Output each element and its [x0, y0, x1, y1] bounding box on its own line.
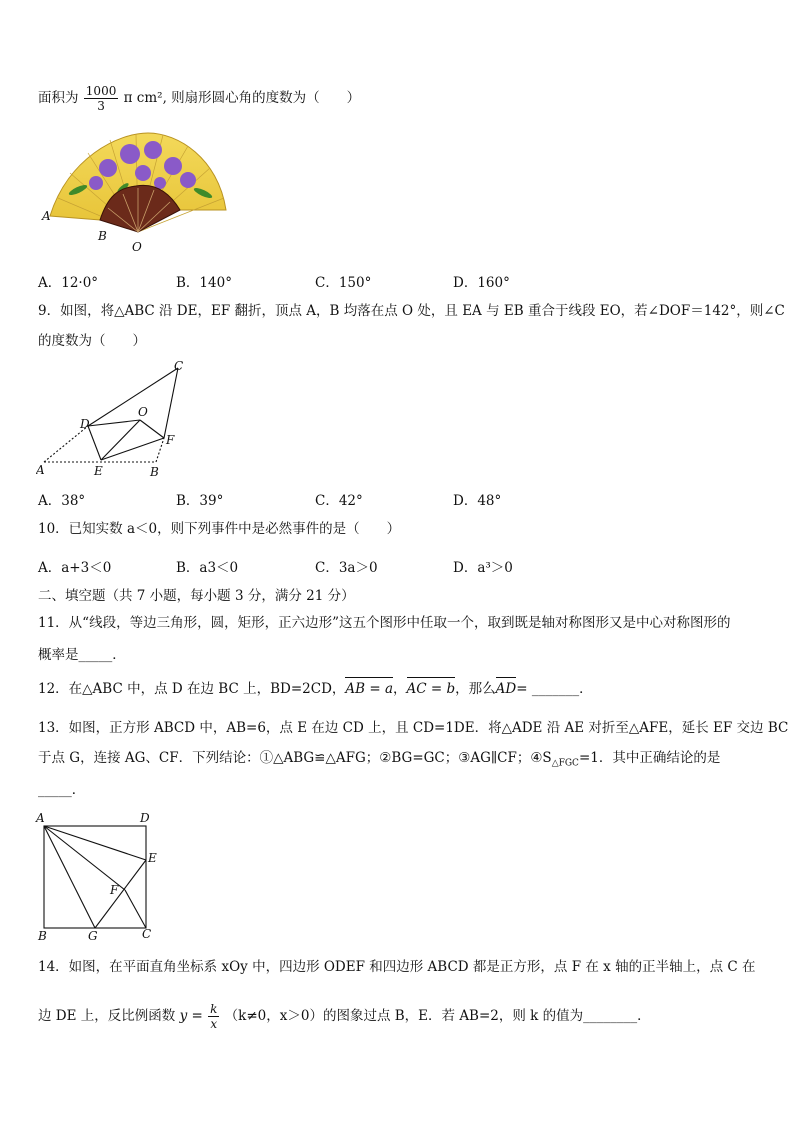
q10-option-d: D．a³＞0 — [453, 560, 513, 576]
q9-label-f: F — [166, 433, 175, 447]
q13-line2 — [38, 749, 720, 773]
q12-vector-ad: AD — [495, 681, 517, 697]
q9-label-e: E — [94, 464, 103, 478]
q9-option-b: B．39° — [176, 493, 224, 509]
q9-triangle-figure — [36, 356, 196, 480]
q12-text-b: ，那么 — [455, 681, 496, 697]
q13-line2-sub: △FGC — [551, 758, 579, 769]
q14-fraction — [208, 1002, 219, 1031]
q13-label-b: B — [38, 929, 47, 943]
q14-frac-num: k — [210, 1002, 218, 1016]
q14-line1: 14．如图，在平面直角坐标系 xOy 中，四边形 ODEF 和四边形 ABCD 都是正方形，点 F 在 x 轴的正半轴上，点 C 在 — [38, 959, 756, 975]
q14-func-y: y = — [179, 1008, 203, 1024]
q13-label-d: D — [140, 811, 150, 825]
q9-label-c: C — [174, 359, 184, 373]
q8-label-a: A — [42, 209, 51, 223]
q12-line — [38, 680, 593, 698]
q13-line2-text: 于点 G，连接 AG、CF．下列结论：①△ABG≌△AFG；②BG=GC；③AG∥CF；④S — [38, 750, 552, 766]
q13-line1: 13．如图，正方形 ABCD 中，AB=6，点 E 在边 CD 上，且 CD=1DE．将△ADE 沿 AE 对折至△AFE，延长 EF 交边 BC — [38, 720, 789, 736]
q10-option-c: C．3a＞0 — [315, 560, 378, 576]
q11-line1: 11．从“线段，等边三角形，圆，矩形，正六边形”这五个图形中任取一个，取到既是轴对称图形又是中心对称图形的 — [38, 615, 731, 631]
q12-text-a: 12．在△ABC 中，点 D 在边 BC 上，BD=2CD， — [38, 681, 346, 697]
q14-frac-den: x — [210, 1017, 218, 1031]
section-title: 二、填空题（共 7 小题，每小题 3 分，满分 21 分） — [38, 588, 355, 604]
q14-line2 — [38, 1002, 651, 1031]
q13-line3: _____． — [38, 782, 86, 798]
q13-label-e: E — [148, 851, 157, 865]
q9-label-b: B — [150, 465, 159, 479]
q8-option-d: D．160° — [453, 275, 510, 291]
q9-line1: 9．如图，将△ABC 沿 DE，EF 翻折，顶点 A，B 均落在点 O 处，且 EA 与 EB 重合于线段 EO，若∠DOF＝142°，则∠C — [38, 303, 785, 319]
q13-line2-end: =1．其中正确结论的是 — [578, 750, 721, 766]
q13-label-f: F — [110, 883, 119, 897]
q8-fan-figure — [38, 128, 238, 258]
q8-frac-den: 3 — [97, 99, 105, 113]
q9-label-a: A — [36, 463, 45, 477]
q12-sep: ， — [393, 681, 407, 697]
q13-label-a: A — [36, 811, 45, 825]
q14-line2-a: 边 DE 上，反比例函数 — [38, 1008, 176, 1024]
q8-label-b: B — [98, 229, 107, 243]
q9-label-o: O — [138, 405, 148, 419]
q10-option-a: A．a+3＜0 — [38, 560, 112, 576]
q13-label-c: C — [142, 927, 152, 941]
q9-label-d: D — [80, 417, 90, 431]
q9-option-d: D．48° — [453, 493, 502, 509]
q12-vector-ab: AB = a — [345, 681, 394, 697]
q9-option-c: C．42° — [315, 493, 363, 509]
q8-label-o: O — [132, 240, 142, 254]
q13-square-figure — [34, 810, 164, 945]
q8-option-a: A．12·0° — [38, 275, 99, 291]
q11-line2: 概率是_____． — [38, 647, 126, 663]
q8-frac-num: 1000 — [85, 84, 117, 98]
q14-line2-b: （k≠0，x＞0）的图象过点 B，E．若 AB=2，则 k 的值为________． — [224, 1008, 651, 1024]
q9-line2: 的度数为（ ） — [38, 333, 146, 349]
q8-stem-prefix: 面积为 — [38, 90, 79, 106]
q8-option-c: C．150° — [315, 275, 372, 291]
q12-vector-ac: AC = b — [406, 681, 456, 697]
q8-stem — [38, 84, 360, 113]
q9-option-a: A．38° — [38, 493, 86, 509]
q10-line1: 10．已知实数 a＜0，则下列事件中是必然事件的是（ ） — [38, 521, 401, 537]
q8-fraction — [84, 84, 119, 113]
q13-label-g: G — [88, 929, 98, 943]
q12-text-c: = _______． — [516, 681, 593, 697]
q8-stem-suffix: π cm², 则扇形圆心角的度数为（ ） — [123, 90, 361, 106]
q10-option-b: B．a3＜0 — [176, 560, 239, 576]
q8-option-b: B．140° — [176, 275, 232, 291]
